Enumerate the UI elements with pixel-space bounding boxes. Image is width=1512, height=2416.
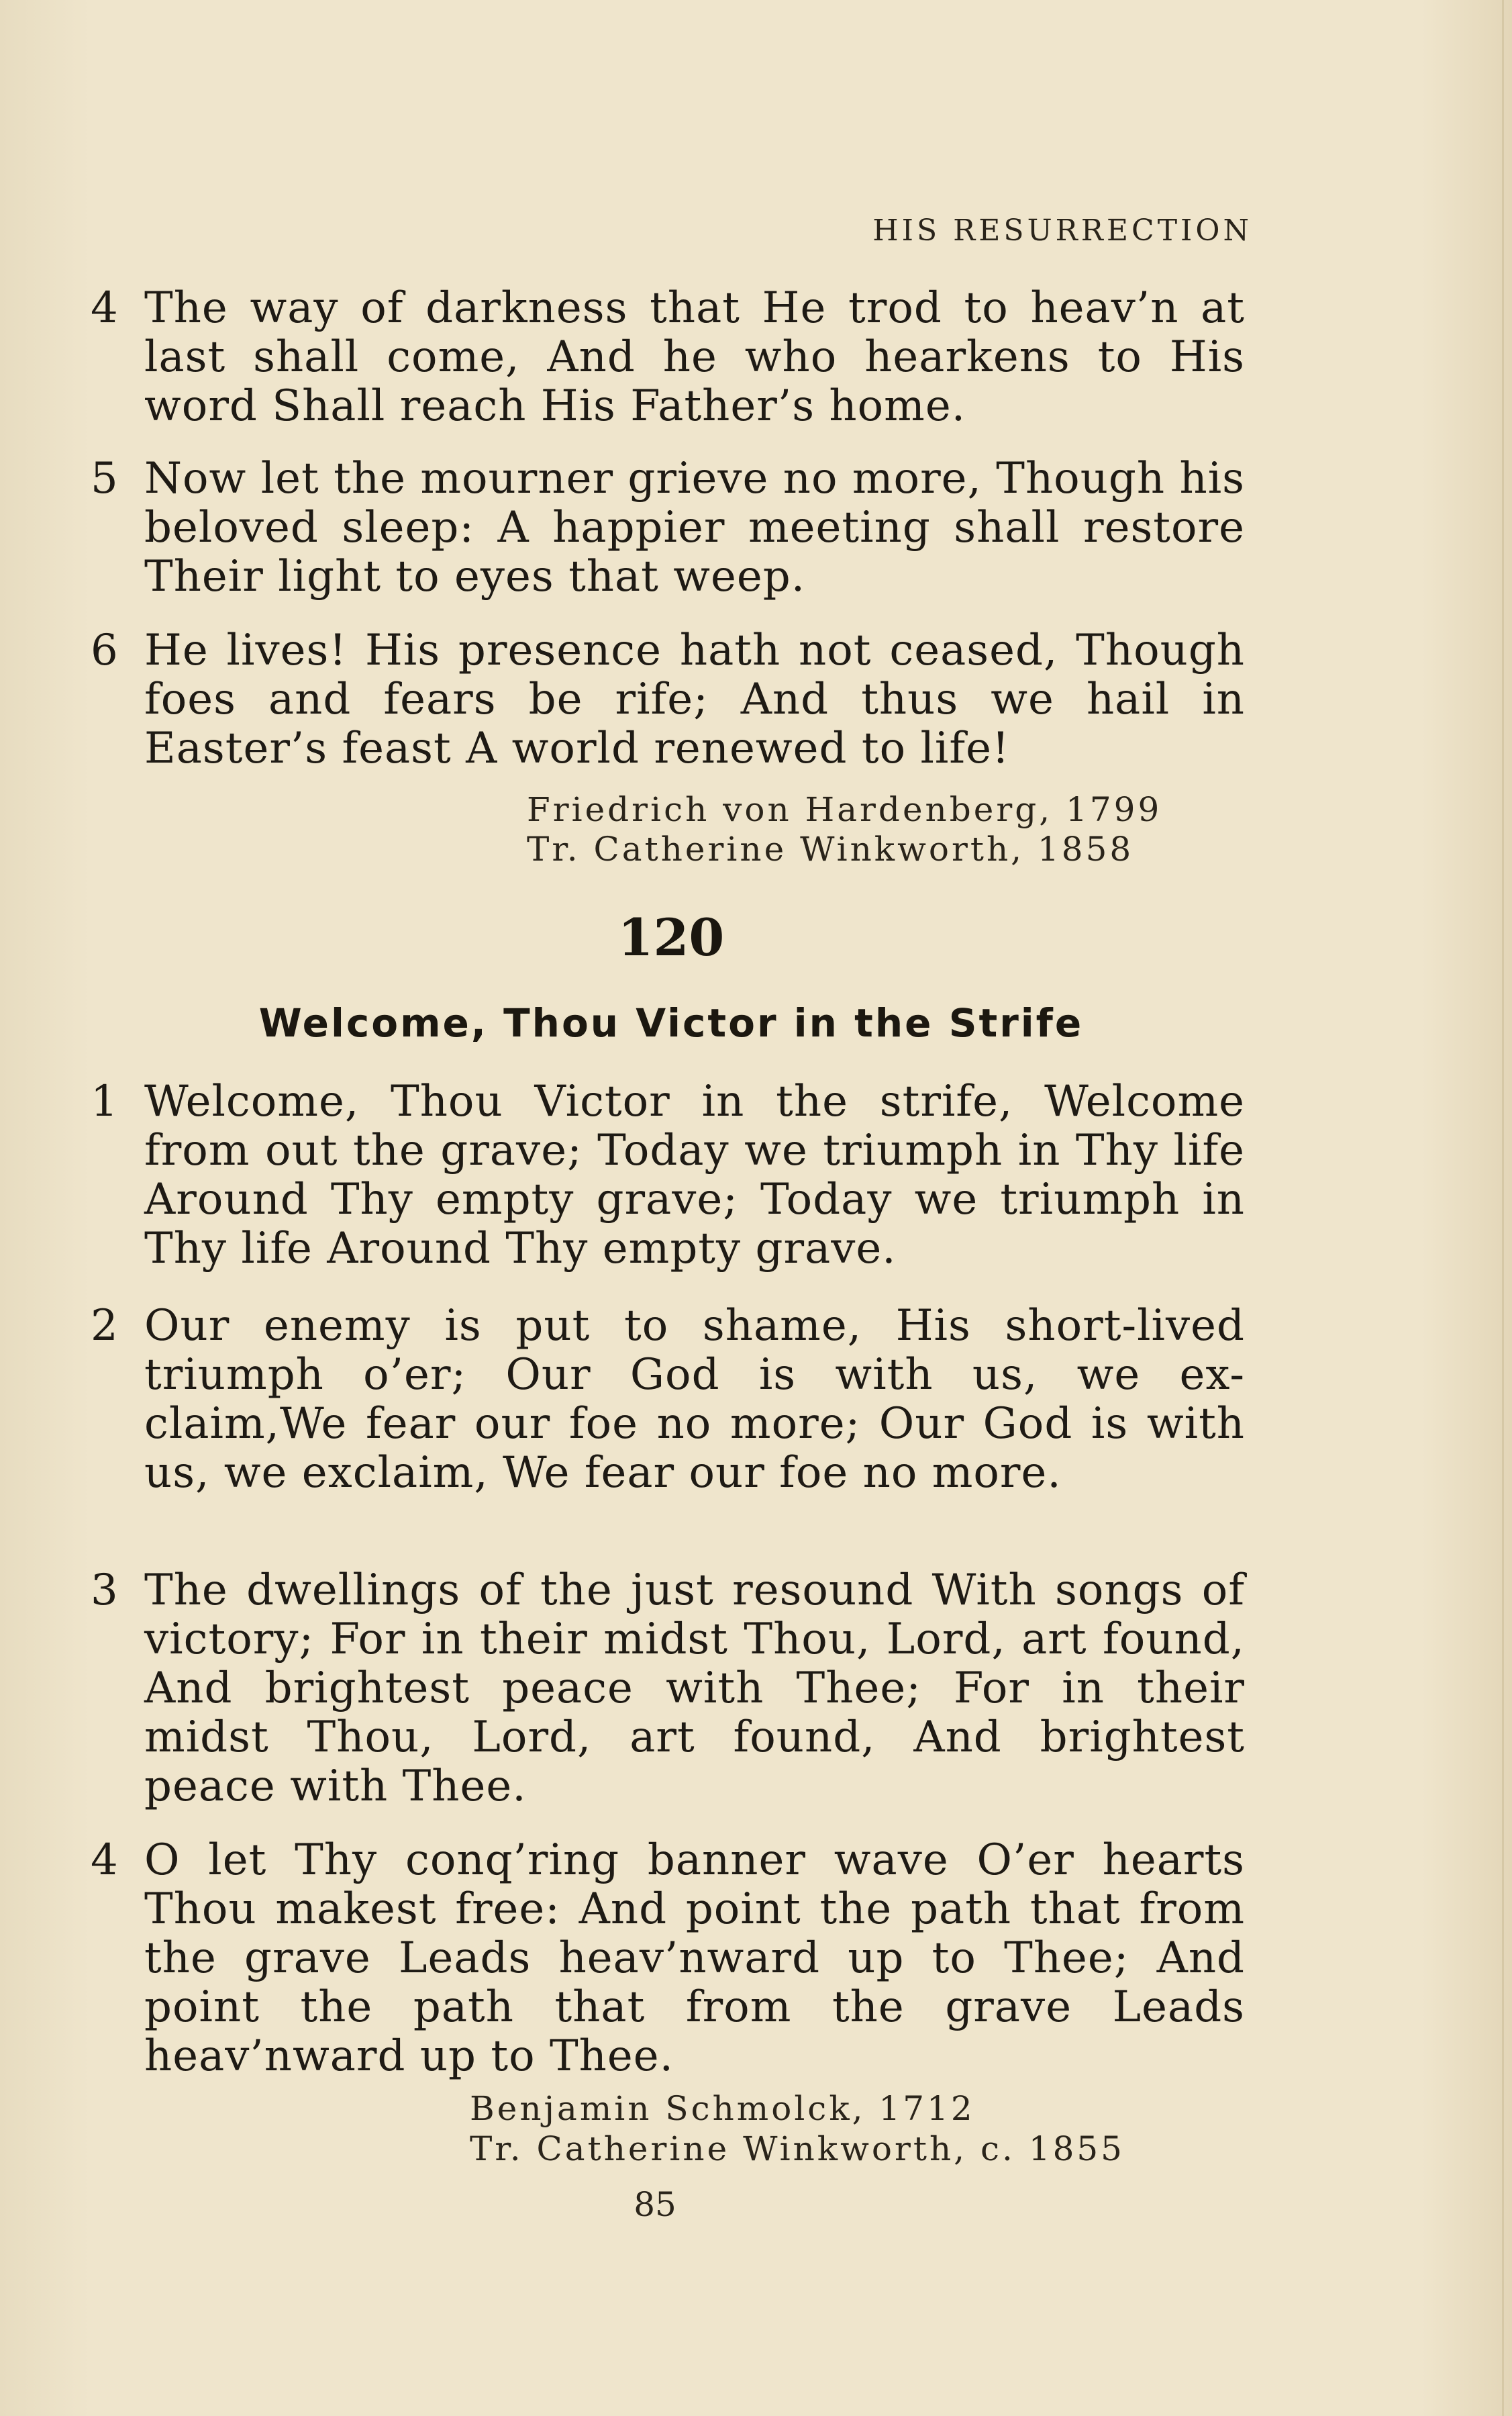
verse xyxy=(91,626,1245,773)
verse-number: 3 xyxy=(91,1565,118,1615)
verse-text: Welcome, Thou Victor in the strife, Welcome from out the grave; Today we triumph in Thy life Around Thy empty grave; Today we triumph in Thy life Around Thy empty grave. xyxy=(144,1077,1245,1273)
page-number: 85 xyxy=(634,2185,676,2224)
verse xyxy=(91,454,1245,601)
page-edge xyxy=(1502,0,1504,2416)
verse-number: 1 xyxy=(91,1077,118,1126)
verse-text: O let Thy conq’ring banner wave O’er hearts Thou makest free: And point the path that from the grave Leads heav’nward up to Thee; And point the path that from the grave Leads heav’nward up to Thee. xyxy=(144,1835,1245,2081)
translator-credit: Tr. Catherine Winkworth, c. 1855 xyxy=(470,2129,1125,2168)
verse xyxy=(91,1836,1245,2081)
verse-number: 6 xyxy=(91,626,118,675)
verse-number: 2 xyxy=(91,1301,118,1351)
author-credit: Benjamin Schmolck, 1712 xyxy=(470,2089,975,2128)
verse-text: Our enemy is put to shame, His short-lived triumph o’er; Our God is with us, we ex- claim,We fear our foe no more; Our God is with us, we exclaim, We fear our foe no more. xyxy=(144,1301,1245,1498)
verse-text: The way of darkness that He trod to heav’n at last shall come, And he who hearkens to His word Shall reach His Father’s home. xyxy=(144,283,1245,431)
verse-number: 4 xyxy=(91,1835,118,1885)
verse-text: The dwellings of the just resound With songs of victory; For in their midst Thou, Lord, art found, And brightest peace with Thee; For in their midst Thou, Lord, art found, And brightest peace with Thee. xyxy=(144,1565,1245,1811)
verse xyxy=(91,284,1245,431)
verse-number: 5 xyxy=(91,454,118,503)
verse-number: 4 xyxy=(91,283,118,333)
author-credit: Friedrich von Hardenberg, 1799 xyxy=(527,790,1162,829)
verse-text: Now let the mourner grieve no more, Though his beloved sleep: A happier meeting shall restore Their light to eyes that weep. xyxy=(144,454,1245,601)
hymn-title: Welcome, Thou Victor in the Strife xyxy=(258,1000,1084,1046)
verse-text: He lives! His presence hath not ceased, Though foes and fears be rife; And thus we hail in Easter’s feast A world renewed to life! xyxy=(144,626,1245,773)
running-head: HIS RESURRECTION xyxy=(872,213,1252,248)
translator-credit: Tr. Catherine Winkworth, 1858 xyxy=(527,830,1134,869)
verse xyxy=(91,1302,1245,1498)
verse xyxy=(91,1077,1245,1273)
hymn-number: 120 xyxy=(617,908,725,967)
verse xyxy=(91,1566,1245,1811)
